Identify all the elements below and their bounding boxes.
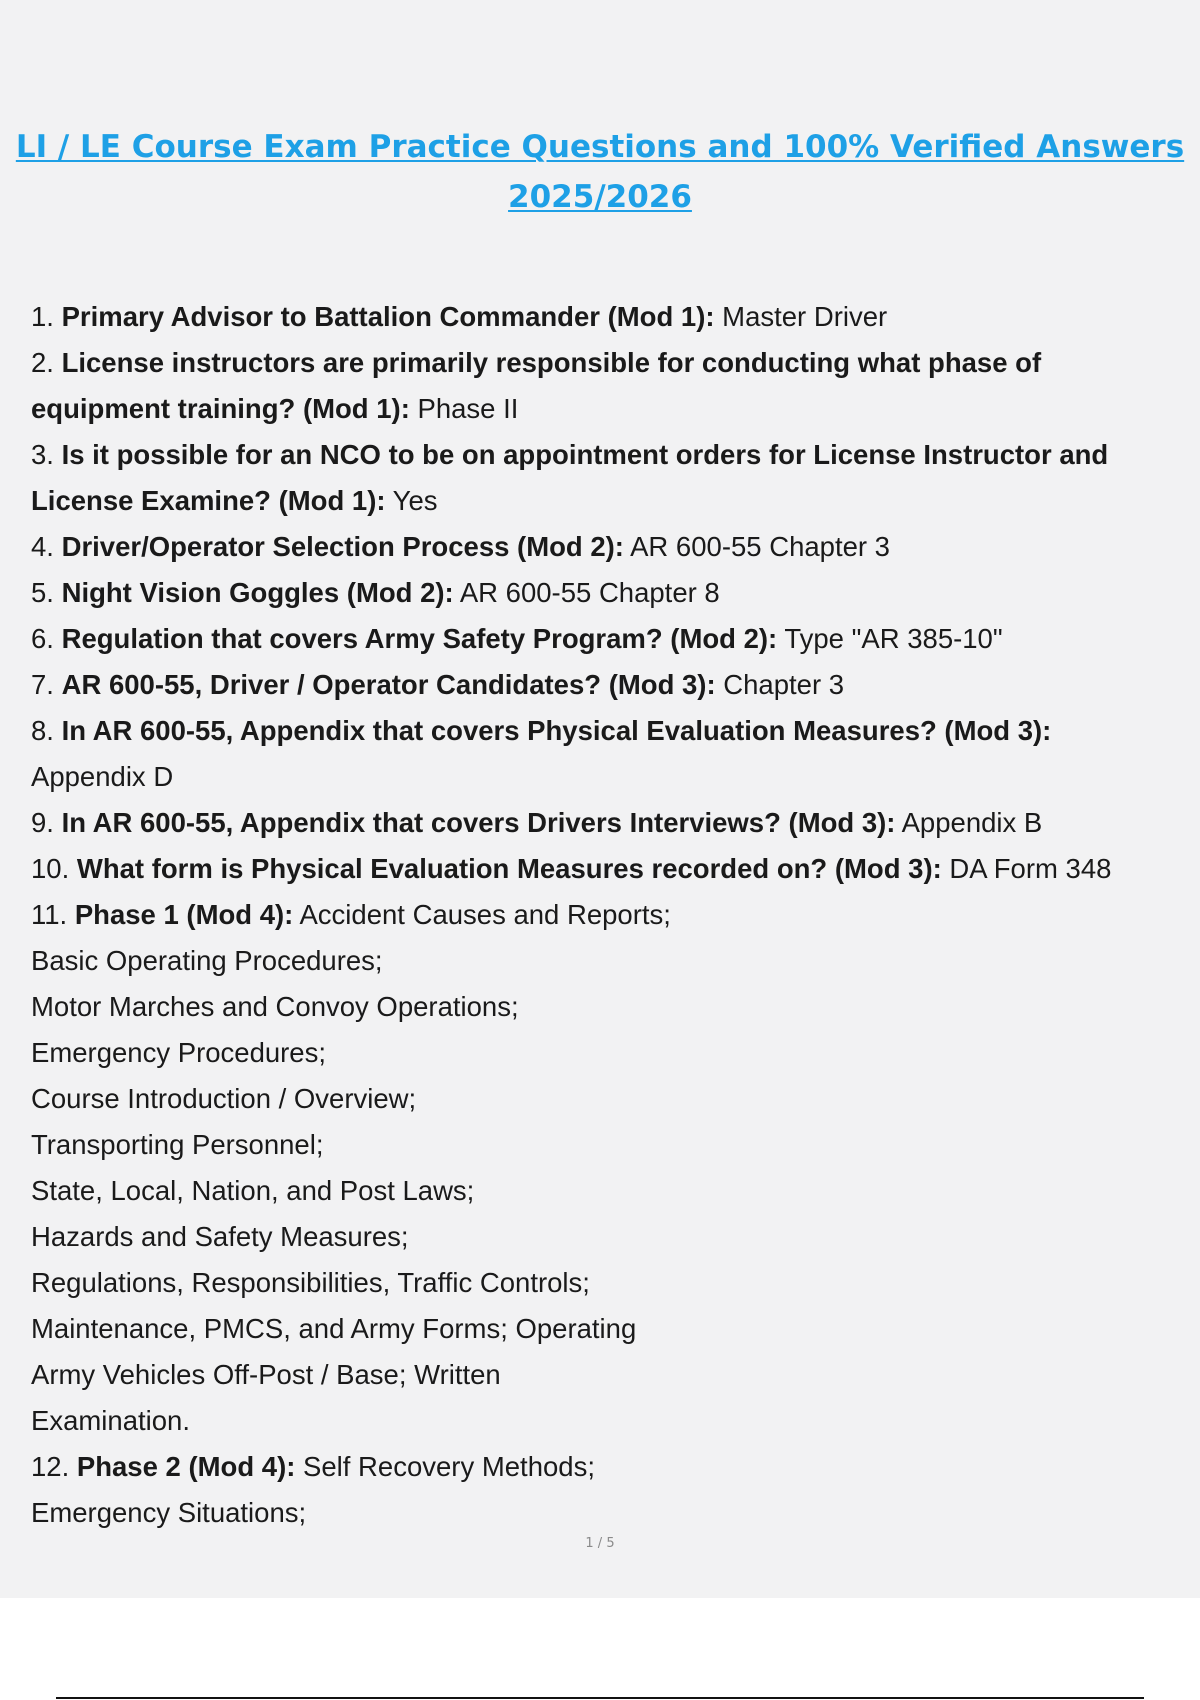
question-text: License instructors are primarily responsible for conducting what phase of bbox=[61, 347, 1042, 378]
page-number: 1 / 5 bbox=[585, 1536, 615, 1551]
text-line bbox=[31, 432, 1191, 478]
text-line bbox=[31, 662, 1191, 708]
answer-text: Transporting Personnel; bbox=[31, 1129, 324, 1160]
text-line bbox=[31, 524, 1191, 570]
text-line bbox=[31, 1490, 1191, 1536]
text-line bbox=[31, 1076, 1191, 1122]
question-text: equipment training? (Mod 1): bbox=[31, 393, 410, 424]
text-line bbox=[31, 754, 1191, 800]
text-line bbox=[31, 1306, 1191, 1352]
text-line bbox=[31, 570, 1191, 616]
question-text: Phase 1 (Mod 4): bbox=[74, 899, 294, 930]
text-line bbox=[31, 616, 1191, 662]
question-text: Regulation that covers Army Safety Program? (Mod 2): bbox=[61, 623, 778, 654]
question-text: What form is Physical Evaluation Measures recorded on? (Mod 3): bbox=[76, 853, 942, 884]
text-line bbox=[31, 1214, 1191, 1260]
text-line bbox=[31, 1398, 1191, 1444]
text-line bbox=[31, 892, 1191, 938]
document-title bbox=[0, 122, 1200, 222]
item-number: 12. bbox=[31, 1451, 77, 1482]
text-line bbox=[31, 984, 1191, 1030]
answer-text: Course Introduction / Overview; bbox=[31, 1083, 417, 1114]
question-text: AR 600-55, Driver / Operator Candidates? (Mod 3): bbox=[61, 669, 716, 700]
item-number: 6. bbox=[31, 623, 62, 654]
question-text: Night Vision Goggles (Mod 2): bbox=[61, 577, 454, 608]
text-line bbox=[31, 478, 1191, 524]
question-text: License Examine? (Mod 1): bbox=[31, 485, 386, 516]
question-list bbox=[31, 294, 1191, 1536]
text-line bbox=[31, 1030, 1191, 1076]
text-line bbox=[31, 1168, 1191, 1214]
item-number: 9. bbox=[31, 807, 62, 838]
answer-text: Self Recovery Methods; bbox=[295, 1451, 595, 1482]
answer-text: Emergency Situations; bbox=[31, 1497, 307, 1528]
answer-text: Yes bbox=[385, 485, 438, 516]
text-line bbox=[31, 386, 1191, 432]
question-text: Phase 2 (Mod 4): bbox=[76, 1451, 296, 1482]
text-line bbox=[31, 1260, 1191, 1306]
answer-text: Maintenance, PMCS, and Army Forms; Operating bbox=[31, 1313, 637, 1344]
answer-text: Motor Marches and Convoy Operations; bbox=[31, 991, 519, 1022]
answer-text: DA Form 348 bbox=[941, 853, 1112, 884]
answer-text: Emergency Procedures; bbox=[31, 1037, 326, 1068]
answer-text: AR 600-55 Chapter 3 bbox=[623, 531, 890, 562]
answer-text: Master Driver bbox=[714, 301, 888, 332]
answer-text: AR 600-55 Chapter 8 bbox=[453, 577, 720, 608]
text-line bbox=[31, 800, 1191, 846]
text-line bbox=[31, 708, 1191, 754]
item-number: 7. bbox=[31, 669, 62, 700]
question-text: Driver/Operator Selection Process (Mod 2): bbox=[61, 531, 624, 562]
answer-text: Army Vehicles Off-Post / Base; Written bbox=[31, 1359, 501, 1390]
text-line bbox=[31, 340, 1191, 386]
text-line bbox=[31, 846, 1191, 892]
title-line-2: 2025/2026 bbox=[508, 179, 692, 215]
item-number: 3. bbox=[31, 439, 62, 470]
answer-text: Regulations, Responsibilities, Traffic Controls; bbox=[31, 1267, 590, 1298]
item-number: 10. bbox=[31, 853, 77, 884]
text-line bbox=[31, 294, 1191, 340]
text-line bbox=[31, 1122, 1191, 1168]
footer-divider bbox=[56, 1697, 1144, 1699]
question-text: In AR 600-55, Appendix that covers Drivers Interviews? (Mod 3): bbox=[61, 807, 896, 838]
answer-text: Basic Operating Procedures; bbox=[31, 945, 383, 976]
text-line bbox=[31, 1352, 1191, 1398]
question-text: Is it possible for an NCO to be on appointment orders for License Instructor and bbox=[61, 439, 1109, 470]
answer-text: State, Local, Nation, and Post Laws; bbox=[31, 1175, 475, 1206]
answer-text: Chapter 3 bbox=[715, 669, 845, 700]
item-number: 2. bbox=[31, 347, 62, 378]
item-number: 1. bbox=[31, 301, 62, 332]
answer-text: Examination. bbox=[31, 1405, 190, 1436]
answer-text: Phase II bbox=[409, 393, 519, 424]
answer-text: Type "AR 385-10" bbox=[777, 623, 1003, 654]
question-text: Primary Advisor to Battalion Commander (Mod 1): bbox=[61, 301, 715, 332]
answer-text: Appendix D bbox=[31, 761, 174, 792]
text-line bbox=[31, 1444, 1191, 1490]
item-number: 5. bbox=[31, 577, 62, 608]
answer-text: Hazards and Safety Measures; bbox=[31, 1221, 409, 1252]
item-number: 4. bbox=[31, 531, 62, 562]
text-line bbox=[31, 938, 1191, 984]
answer-text: Accident Causes and Reports; bbox=[293, 899, 671, 930]
item-number: 8. bbox=[31, 715, 62, 746]
item-number: 11. bbox=[31, 899, 75, 930]
title-line-1: LI / LE Course Exam Practice Questions and 100% Verified Answers bbox=[15, 129, 1185, 165]
question-text: In AR 600-55, Appendix that covers Physical Evaluation Measures? (Mod 3): bbox=[61, 715, 1052, 746]
answer-text: Appendix B bbox=[895, 807, 1043, 838]
